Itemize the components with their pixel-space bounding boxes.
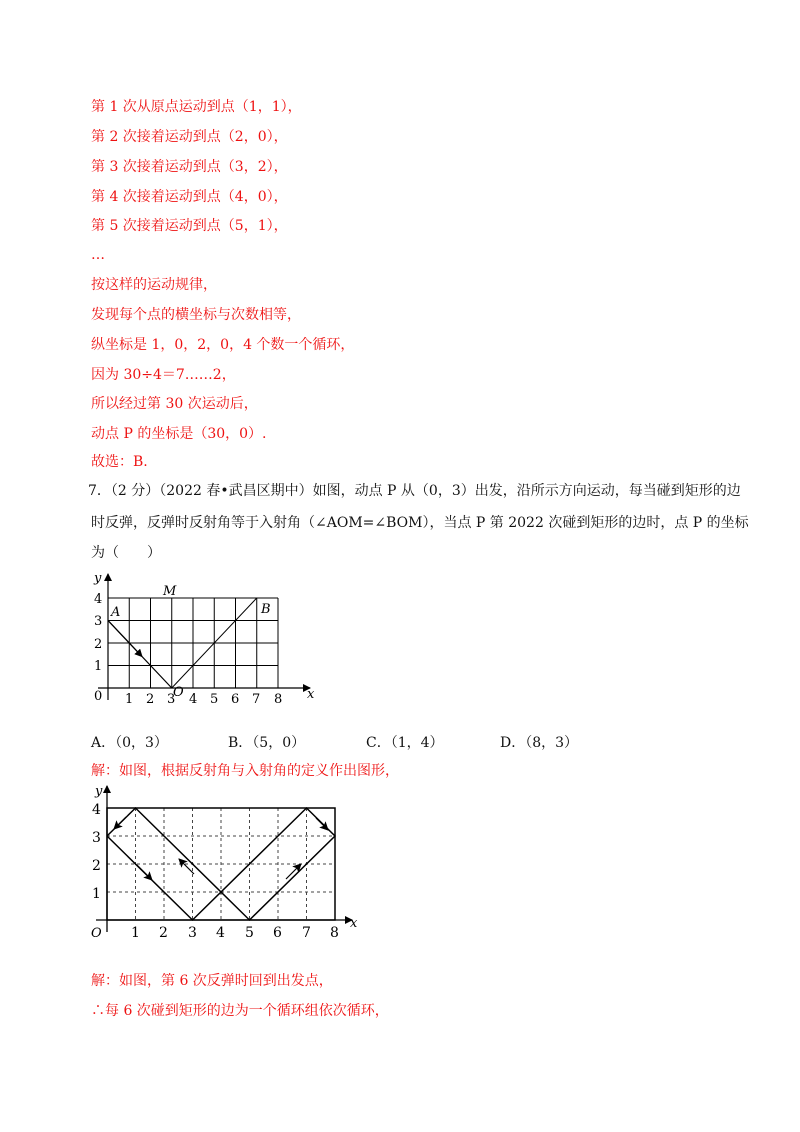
direction-arrow	[108, 621, 142, 657]
solution-line: ∴每 6 次碰到矩形的边为一个循环组依次循环，	[91, 1003, 389, 1019]
y-tick: 1	[94, 659, 103, 674]
x-tick: 6	[273, 925, 282, 941]
y-tick: 3	[94, 614, 103, 629]
x-axis-label: x	[307, 687, 315, 702]
solution-line: 第 5 次接着运动到点（5，1），	[91, 218, 288, 234]
y-axis-label: y	[95, 784, 103, 799]
point-a-label: A	[111, 605, 121, 620]
direction-arrow	[316, 818, 328, 830]
x-tick: 8	[330, 925, 339, 941]
x-tick: 1	[125, 692, 134, 707]
grid	[108, 598, 278, 688]
question-line-1: 7．（2 分）（2022 春•武昌区期中）如图，动点 P 从（0，3）出发，沿所示方向运动，每当碰到矩形的边	[88, 483, 741, 499]
solution-line: 所以经过第 30 次运动后，	[91, 396, 258, 412]
solution-line: 按这样的运动规律，	[91, 277, 217, 293]
solution-line: 第 1 次从原点运动到点（1，1），	[91, 99, 302, 115]
solution-line: 动点 P 的坐标是（30，0）.	[91, 426, 267, 442]
y-tick: 3	[92, 830, 101, 846]
x-tick: 5	[245, 925, 254, 941]
question-figure	[88, 568, 328, 708]
x-tick: 7	[302, 925, 311, 941]
solution-intro: 解：如图，根据反射角与入射角的定义作出图形，	[91, 763, 399, 779]
x-tick: 6	[231, 692, 240, 707]
point-b-label: B	[261, 602, 271, 617]
solution-line: 第 4 次接着运动到点（4，0），	[91, 189, 288, 205]
question-line-3: 为（ ）	[91, 545, 161, 561]
o-label: O	[173, 685, 184, 700]
option-c[interactable]: C．（1，4）	[366, 735, 444, 751]
y-axis-label: y	[94, 571, 102, 586]
solution-line: …	[91, 247, 105, 263]
x-tick: 4	[189, 692, 198, 707]
x-tick: 2	[159, 925, 168, 941]
direction-arrow	[114, 817, 126, 829]
direction-arrow	[179, 859, 194, 874]
x-tick: 3	[167, 692, 176, 707]
solution-figure	[82, 780, 372, 945]
direction-arrow	[137, 865, 152, 880]
option-a[interactable]: A．（0，3）	[91, 735, 168, 751]
point-m-label: M	[163, 584, 177, 599]
option-b[interactable]: B．（5，0）	[228, 735, 306, 751]
solution-line: 解：如图，第 6 次反弹时回到出发点，	[91, 973, 333, 989]
solution-line: 第 2 次接着运动到点（2，0），	[91, 129, 288, 145]
x-tick: 7	[252, 692, 261, 707]
x-tick: 8	[274, 692, 283, 707]
solution-line: 纵坐标是 1，0，2，0，4 个数一个循环，	[91, 337, 355, 353]
origin-label: O	[91, 926, 102, 941]
option-d[interactable]: D．（8，3）	[500, 735, 579, 751]
x-tick: 4	[216, 925, 225, 941]
x-tick: 2	[146, 692, 155, 707]
y-tick: 2	[92, 858, 101, 874]
x-tick: 3	[188, 925, 197, 941]
solution-line: 第 3 次接着运动到点（3，2），	[91, 159, 288, 175]
x-tick: 1	[131, 925, 140, 941]
question-line-2: 时反弹，反弹时反射角等于入射角（∠AOM=∠BOM），当点 P 第 2022 次碰到矩形的边时，点 P 的坐标	[91, 515, 749, 531]
solution-line: 发现每个点的横坐标与次数相等，	[91, 307, 301, 323]
solution-answer: 故选：B.	[91, 454, 148, 470]
x-tick: 5	[210, 692, 219, 707]
y-tick: 4	[92, 802, 101, 818]
origin-label: 0	[94, 689, 103, 704]
y-tick: 4	[94, 592, 103, 607]
y-tick: 2	[94, 637, 103, 652]
y-tick: 1	[92, 886, 101, 902]
x-axis-label: x	[350, 916, 358, 931]
solution-line: 因为 30÷4＝7……2，	[91, 367, 236, 383]
